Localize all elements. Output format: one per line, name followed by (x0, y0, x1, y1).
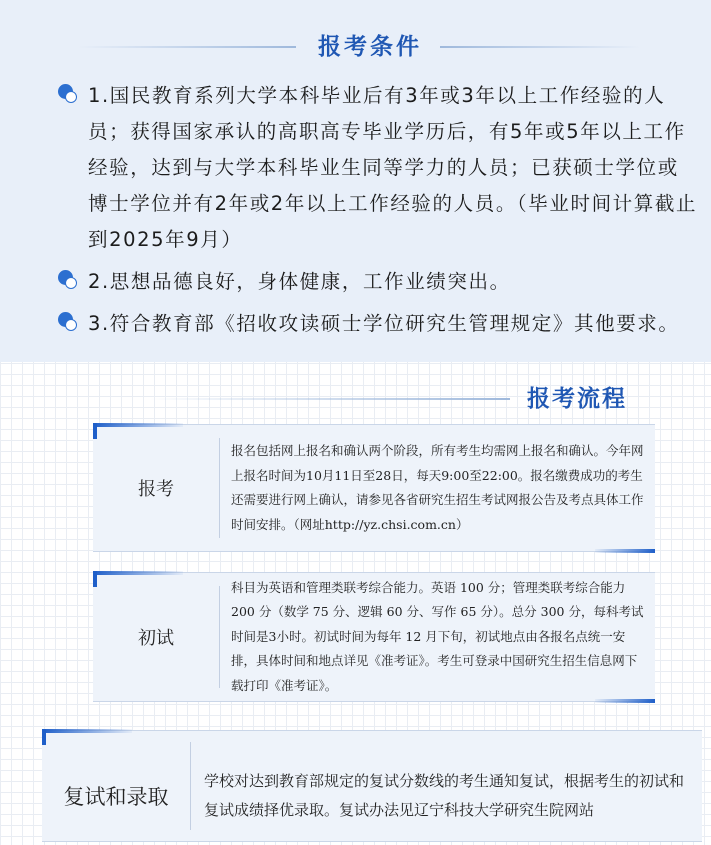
conditions-header (0, 26, 711, 66)
condition-item (58, 78, 698, 258)
process-header (150, 380, 650, 420)
bullet-icon (58, 84, 80, 106)
process-title: 报考流程 (527, 386, 627, 412)
header-divider-right (440, 46, 640, 48)
bullet-icon (58, 312, 80, 334)
step-description: 报名包括网上报名和确认两个阶段，所有考生均需网上报名和确认。今年网上报名时间为10月11日至28日，每天9:00至22:00。报名缴费成功的考生还需要进行网上确认，请参见各省研究生招生考试网报公告及考点具体工作时间安排。（网址http://yz.chsi.com.cn） (231, 443, 644, 532)
step-label: 报考 (138, 479, 174, 500)
bullet-icon (58, 270, 80, 292)
condition-text: 2.思想品德良好，身体健康，工作业绩突出。 (88, 270, 511, 293)
step-description: 科目为英语和管理类联考综合能力。英语 100 分；管理类联考综合能力 200 分（数学 75 分、逻辑 60 分、写作 65 分）。总分 300 分，每科考试时间是3小时。初试时间为每年 12 月下旬，初试地点由各报名点统一安排，具体时间和地点详见《准考证》。考生可登录中国研究生招生信息网下载打印《准考证》。 (231, 579, 644, 693)
conditions-panel (0, 0, 711, 362)
step-description: 学校对达到教育部规定的复试分数线的考生通知复试，根据考生的初试和复试成绩择优录取。复试办法见辽宁科技大学研究生院网站 (204, 772, 685, 819)
conditions-title: 报考条件 (318, 34, 422, 60)
condition-item (58, 264, 698, 300)
step-card-initial-exam (93, 572, 655, 702)
step-label: 初试 (138, 628, 174, 649)
condition-text: 3.符合教育部《招收攻读硕士学位研究生管理规定》其他要求。 (88, 312, 680, 335)
step-label: 复试和录取 (63, 785, 169, 809)
step-card-register (93, 424, 655, 552)
step-card-retest-admission (42, 730, 702, 842)
condition-text: 1.国民教育系列大学本科毕业后有3年或3年以上工作经验的人员；获得国家承认的高职高专毕业学历后，有5年或5年以上工作经验，达到与大学本科毕业生同等学力的人员；已获硕士学位或博士学位并有2年或2年以上工作经验的人员。（毕业时间计算截止到2025年9月） (88, 84, 698, 251)
header-divider-left (78, 46, 296, 48)
condition-item (58, 306, 698, 342)
conditions-list (58, 78, 698, 348)
header-divider (150, 398, 510, 400)
